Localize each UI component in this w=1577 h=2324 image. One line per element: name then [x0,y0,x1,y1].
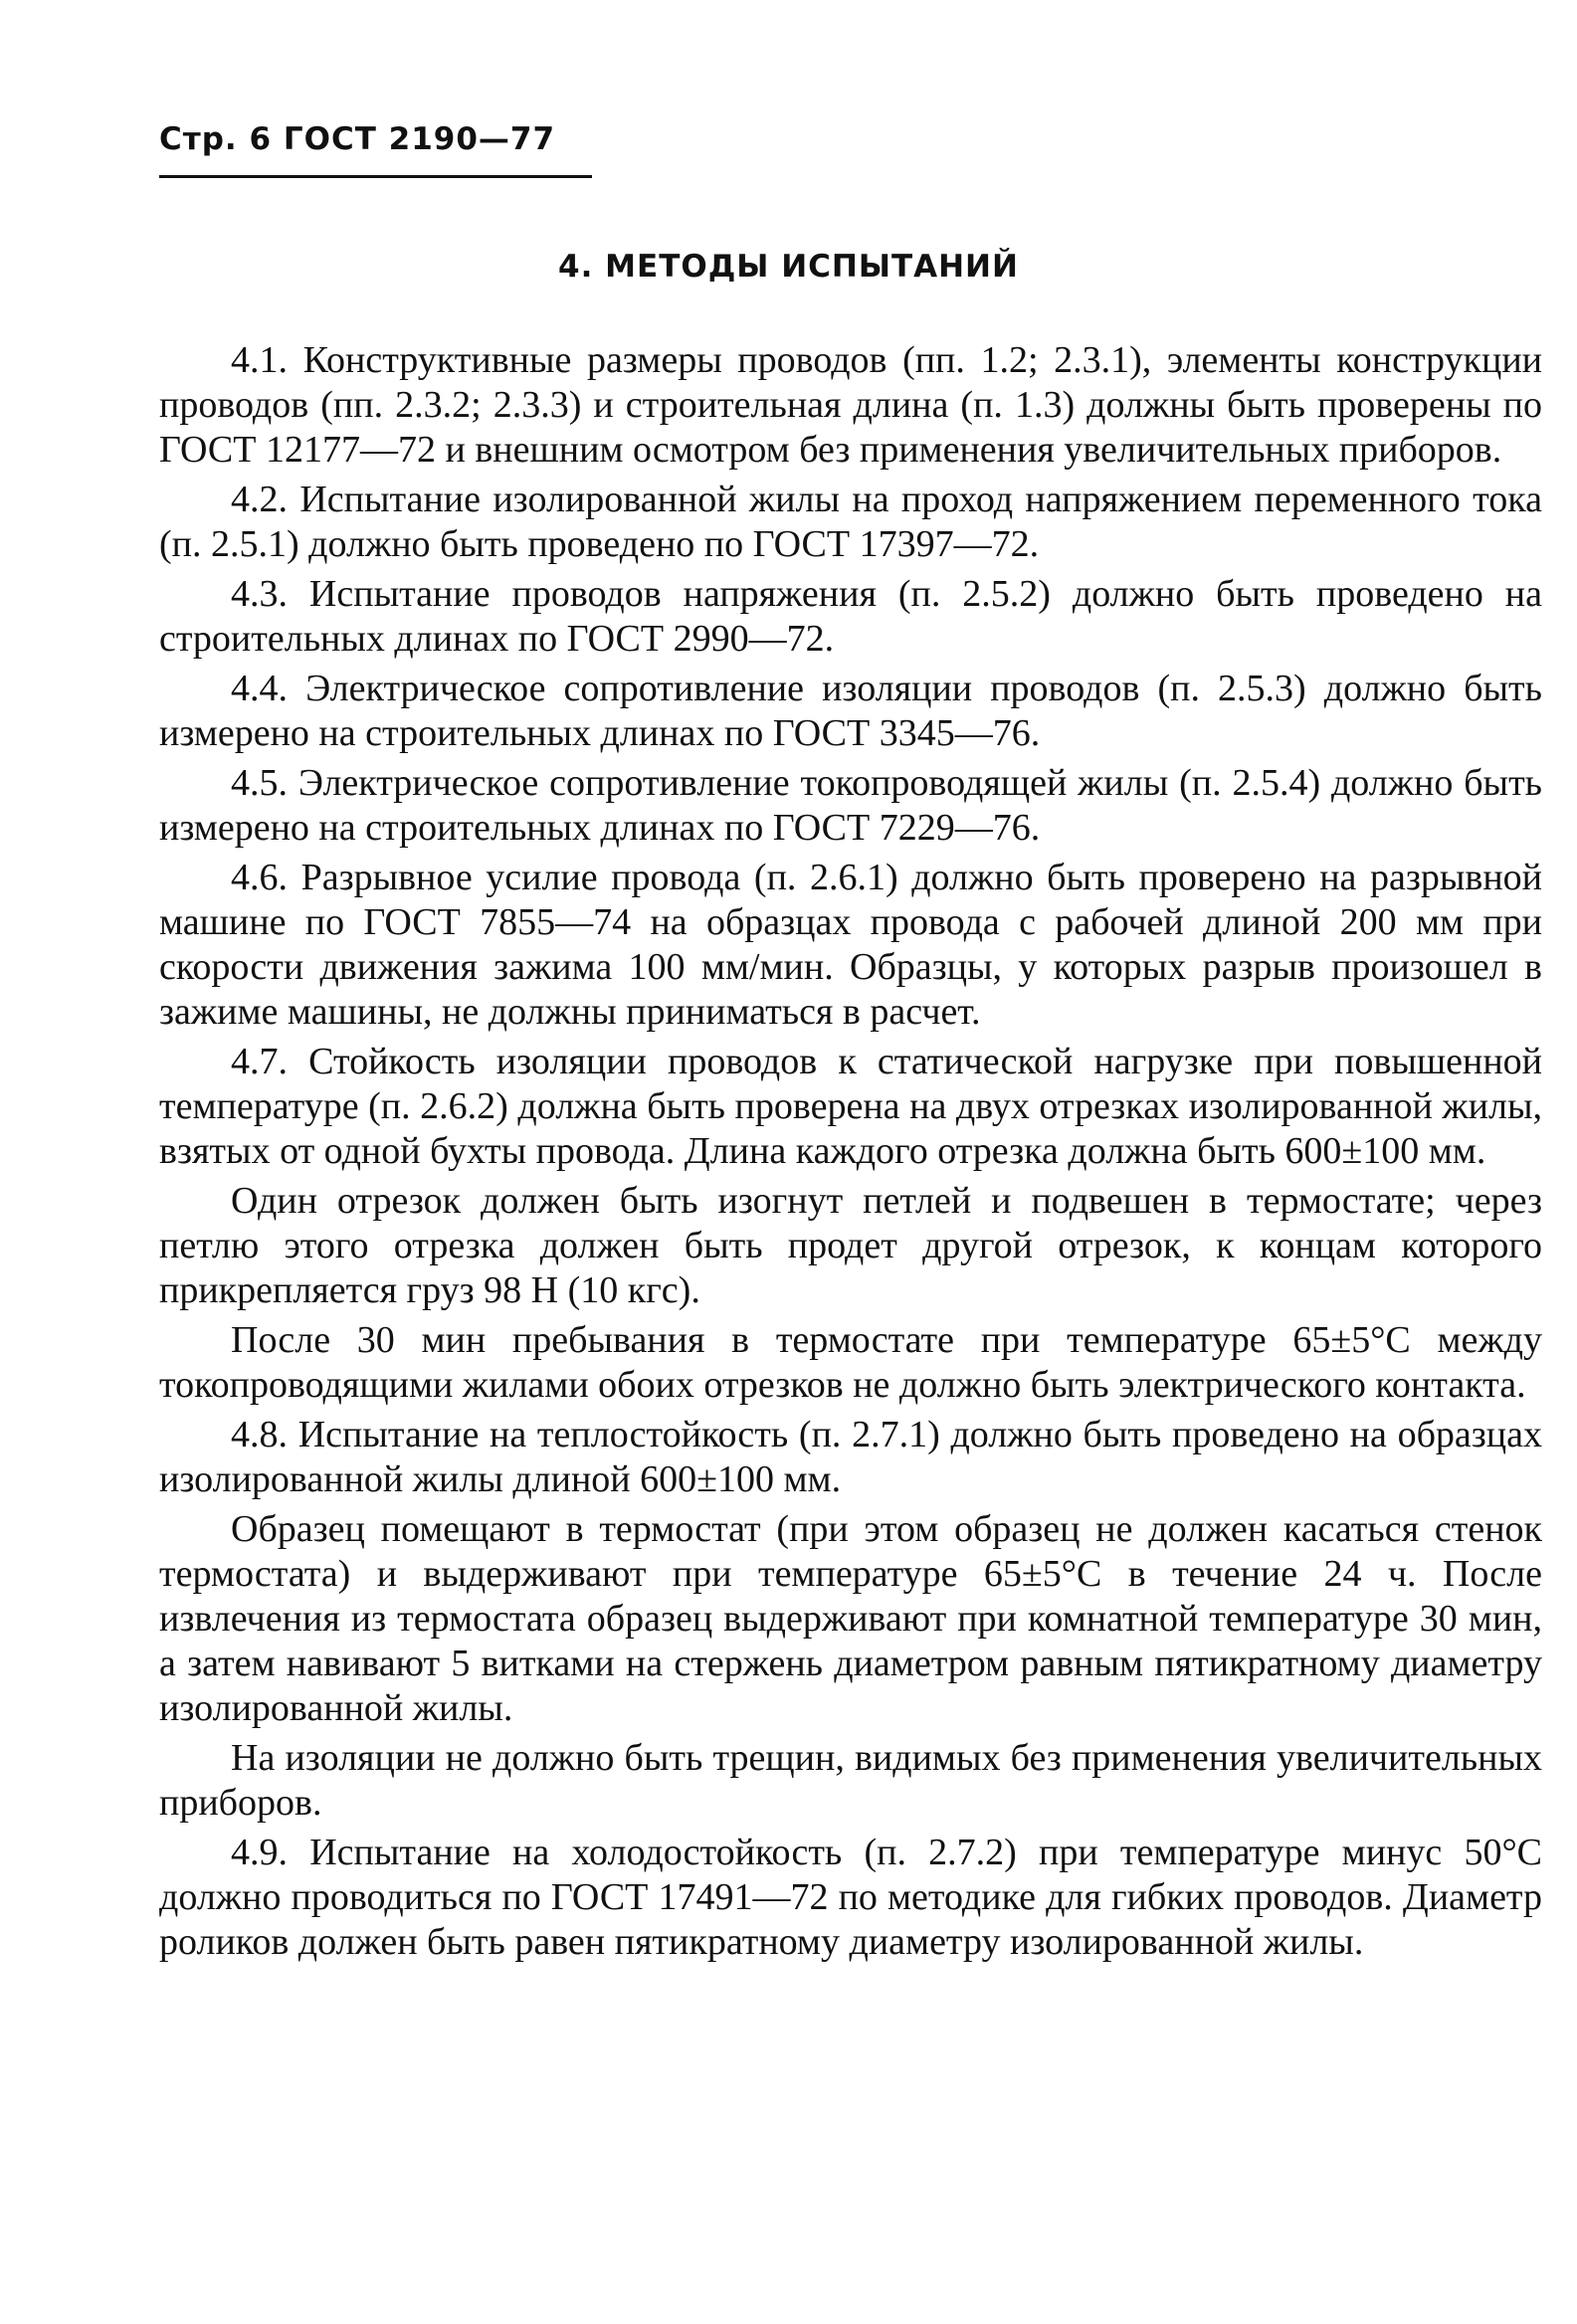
header-rule [159,175,592,178]
paragraph-4-7: 4.7. Стойкость изоляции проводов к статической нагрузке при повышенной температуре (п. 2.6.2) должна быть проверена на двух отрезках изолированной жилы, взятых от одной бухты провода. Длина каждого отрезка должна быть 600±100 мм. [159,1041,1542,1172]
paragraph-4-5: 4.5. Электрическое сопротивление токопроводящей жилы (п. 2.5.4) должно быть измерено на строительных длинах по ГОСТ 7229—76. [159,762,1542,849]
paragraph-4-1: 4.1. Конструктивные размеры проводов (пп. 1.2; 2.3.1), элементы конструкции проводов (пп. 2.3.2; 2.3.3) и строительная длина (п. 1.3) должны быть проверены по ГОСТ 12177—72 и внешним осмотром без применения увеличительных приборов. [159,339,1542,471]
section-title: 4. МЕТОДЫ ИСПЫТАНИЙ [558,249,1019,285]
paragraph-4-2: 4.2. Испытание изолированной жилы на проход напряжением переменного тока (п. 2.5.1) должно быть проведено по ГОСТ 17397—72. [159,479,1542,565]
paragraph-4-8-cracks: На изоляции не должно быть трещин, видимых без применения увеличительных приборов. [159,1737,1542,1824]
paragraph-4-8: 4.8. Испытание на теплостойкость (п. 2.7.1) должно быть проведено на образцах изолированной жилы длиной 600±100 мм. [159,1414,1542,1500]
paragraph-4-6: 4.6. Разрывное усилие провода (п. 2.6.1) должно быть проверено на разрывной машине по ГОСТ 7855—74 на образцах провода с рабочей длиной 200 мм при скорости движения зажима 100 мм/мин. Образцы, у которых разрыв произошел в зажиме машины, не должны приниматься в расчет. [159,857,1542,1033]
paragraph-4-9: 4.9. Испытание на холодостойкость (п. 2.7.2) при температуре минус 50°С должно проводиться по ГОСТ 17491—72 по методике для гибких проводов. Диаметр роликов должен быть равен пятикратному диаметру изолированной жилы. [159,1832,1542,1963]
paragraph-4-4: 4.4. Электрическое сопротивление изоляции проводов (п. 2.5.3) должно быть измерено на строительных длинах по ГОСТ 3345—76. [159,668,1542,754]
paragraph-4-7-contact: После 30 мин пребывания в термостате при температуре 65±5°С между токопроводящими жилами обоих отрезков не должно быть электрического контакта. [159,1319,1542,1406]
paragraph-4-3: 4.3. Испытание проводов напряжения (п. 2.5.2) должно быть проведено на строительных длинах по ГОСТ 2990—72. [159,573,1542,660]
body-text [159,338,1542,1970]
running-head: Стр. 6 ГОСТ 2190—77 [159,121,556,157]
paragraph-4-8-sample: Образец помещают в термостат (при этом образец не должен касаться стенок термостата) и выдерживают при температуре 65±5°С в течение 24 ч. После извлечения из термостата образец выдерживают при комнатной температуре 30 мин, а затем навивают 5 витками на стержень диаметром равным пятикратному диаметру изолированной жилы. [159,1508,1542,1729]
paragraph-4-7-loop: Один отрезок должен быть изогнут петлей и подвешен в термостате; через петлю этого отрезка должен быть продет другой отрезок, к концам которого прикрепляется груз 98 Н (10 кгс). [159,1180,1542,1311]
